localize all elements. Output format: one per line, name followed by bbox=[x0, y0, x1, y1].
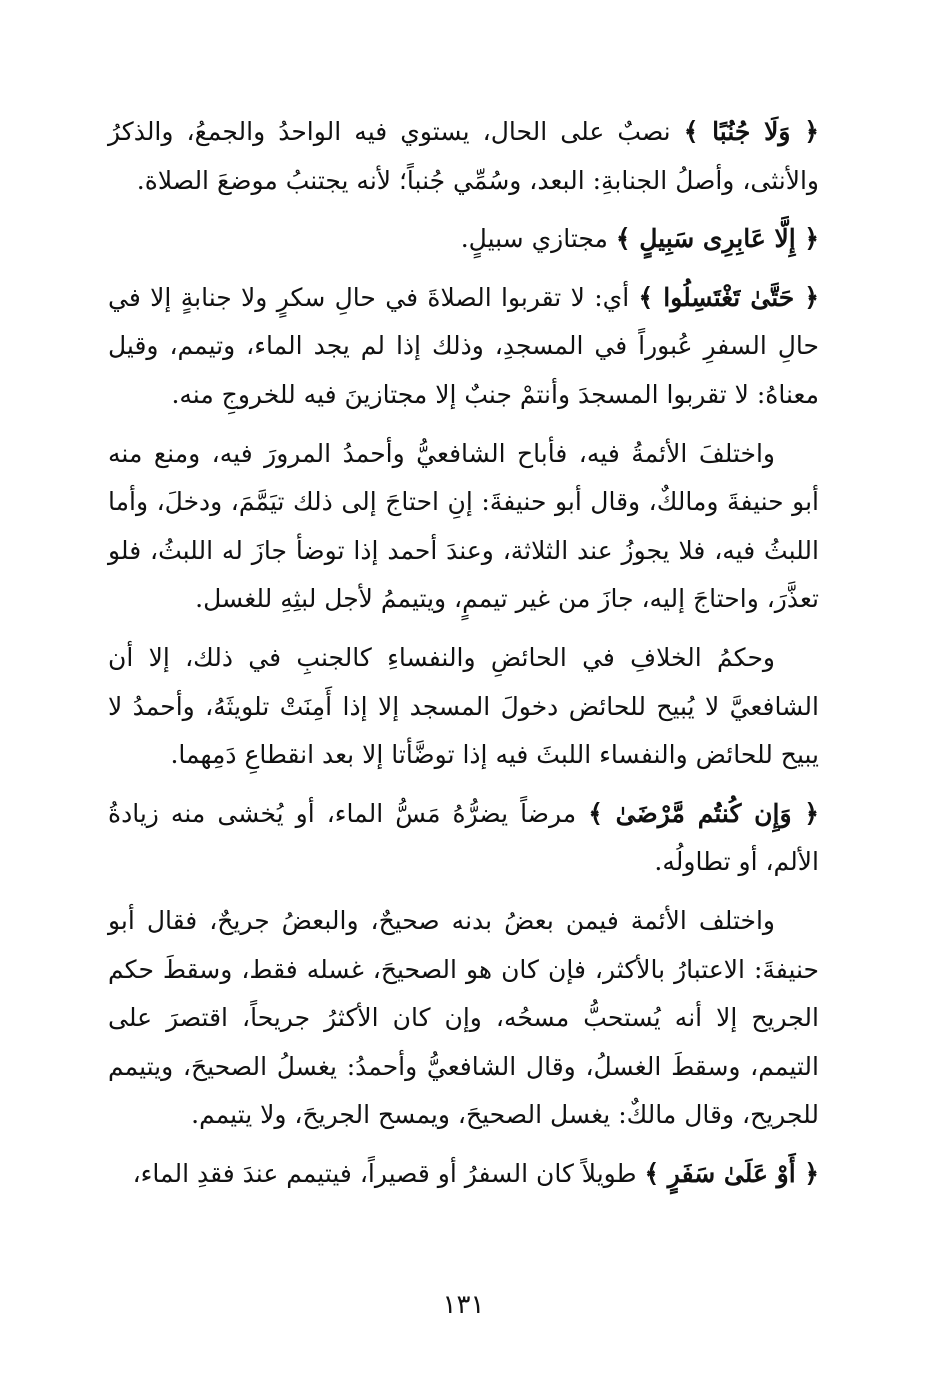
body-text bbox=[108, 108, 819, 1198]
quran-quote: ﴿ وَإِن كُنتُم مَّرْضَىٰ ﴾ bbox=[588, 798, 820, 828]
paragraph-text: طويلاً كان السفرُ أو قصيراً، فيتيمم عندَ فقدِ الماء، bbox=[132, 1158, 645, 1188]
paragraph-2 bbox=[108, 215, 819, 264]
paragraph-text: واختلفَ الأئمةُ فيه، فأباح الشافعيُّ وأحمدُ المرورَ فيه، ومنع منه أبو حنيفةَ ومالكٌ، وقال أبو حنيفةَ: إنِ احتاجَ إلى ذلك تيَمَّمَ، ودخلَ، وأما اللبثُ فيه، فلا يجوزُ عند الثلاثة، وعندَ أحمد إذا توضأ جازَ له اللبثُ، فلو تعذَّرَ، واحتاجَ إليه، جازَ من غير تيممٍ، ويتيممُ لأجل لبثِهِ للغسل. bbox=[108, 438, 819, 614]
paragraph-8 bbox=[108, 1150, 819, 1199]
paragraph-4 bbox=[108, 430, 819, 624]
paragraph-text: مرضاً يضرُّهُ مَسُّ الماء، أو يُخشى منه زيادةُ الألم، أو تطاولُه. bbox=[108, 798, 819, 877]
paragraph-7 bbox=[108, 897, 819, 1140]
paragraph-text: مجتازي سبيلٍ. bbox=[460, 224, 616, 254]
paragraph-text: أي: لا تقربوا الصلاةَ في حالِ سكرٍ ولا جنابةٍ إلا في حالِ السفرِ عُبوراً في المسجدِ، وذلك إذا لم يجد الماء، وتيمم، وقيل معناهُ: لا تقربوا المسجدَ وأنتمْ جنبٌ إلا مجتازينَ فيه للخروجِ منه. bbox=[108, 282, 819, 409]
paragraph-text: واختلف الأئمة فيمن بعضُ بدنه صحيحٌ، والبعضُ جريحٌ، فقال أبو حنيفةَ: الاعتبارُ بالأكثر، فإن كان هو الصحيحَ، غسله فقط، وسقطَ حكم الجريح إلا أنه يُستحبُّ مسحُه، وإن كان الأكثرُ جريحاً، اقتصرَ على التيمم، وسقطَ الغسلُ، وقال الشافعيُّ وأحمدُ: يغسلُ الصحيحَ، ويتيمم للجريح، وقال مالكٌ: يغسل الصحيحَ، ويمسح الجريحَ، ولا يتيمم. bbox=[108, 905, 819, 1130]
paragraph-1 bbox=[108, 108, 819, 205]
quran-quote: ﴿ أَوْ عَلَىٰ سَفَرٍ ﴾ bbox=[644, 1158, 819, 1188]
page-number: ١٣١ bbox=[442, 1290, 485, 1320]
quran-quote: ﴿ وَلَا جُنُبًا ﴾ bbox=[683, 117, 819, 146]
quran-quote: ﴿ حَتَّىٰ تَغْتَسِلُوا ﴾ bbox=[638, 282, 819, 312]
quran-quote: ﴿ إِلَّا عَابِرِى سَبِيلٍ ﴾ bbox=[615, 224, 819, 254]
paragraph-text: نصبٌ على الحال، يستوي فيه الواحدُ والجمعُ، والذكرُ والأنثى، وأصلُ الجنابةِ: البعد، وسُمِّي جُنباً؛ لأنه يجتنبُ موضعَ الصلاة. bbox=[108, 117, 819, 195]
paragraph-5 bbox=[108, 634, 819, 780]
paragraph-text: وحكمُ الخلافِ في الحائضِ والنفساءِ كالجنبِ في ذلك، إلا أن الشافعيَّ لا يُبيح للحائض دخولَ المسجد إلا إذا أَمِنَتْ تلويثَهُ، وأحمدُ لا يبيح للحائض والنفساء اللبثَ فيه إذا توضَّأتا إلا بعد انقطاعِ دَمِهما. bbox=[108, 642, 819, 770]
paragraph-3 bbox=[108, 274, 819, 420]
paragraph-6 bbox=[108, 790, 819, 887]
